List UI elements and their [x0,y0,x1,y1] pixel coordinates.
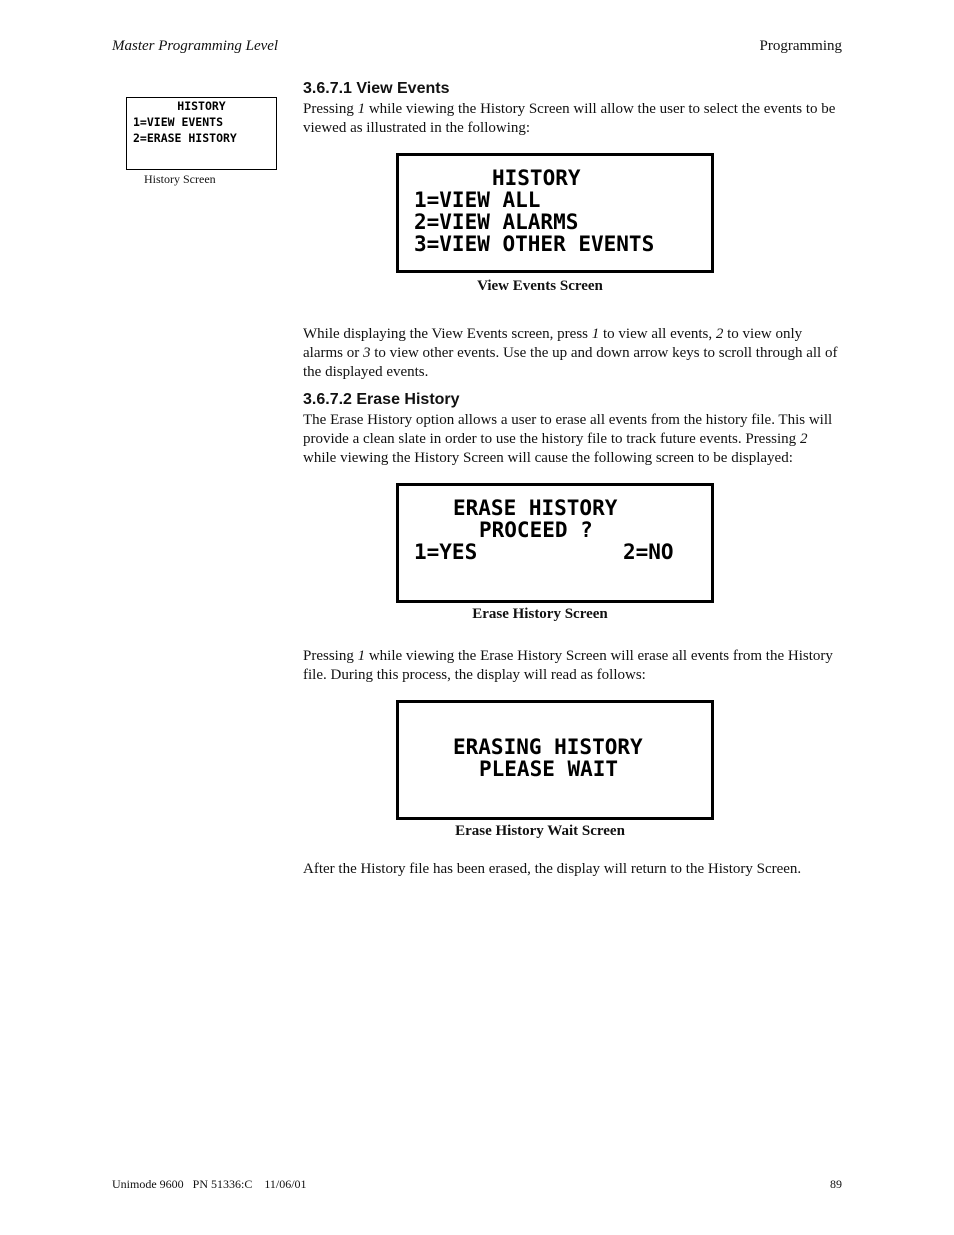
view-events-screen-caption: View Events Screen [477,278,603,294]
lcd-line: ERASING HISTORY [453,735,643,759]
paragraph: Pressing 1 while viewing the History Screen will allow the user to select the events to be viewed as illustrated in the following: [303,101,836,136]
erase-history-screen-figure [396,483,714,603]
history-screen-caption: History Screen [144,172,216,186]
footer-document-id: Unimode 9600 PN 51336:C 11/06/01 [112,1177,307,1191]
running-header-right: Programming [759,38,842,54]
erase-history-wait-screen-figure [396,700,714,820]
lcd-line: ERASE HISTORY [453,496,618,520]
lcd-line: 3=VIEW OTHER EVENTS [414,232,655,256]
paragraph: The Erase History option allows a user to erase all events from the history file. This will provide a clean slate in order to use the history file to track future events. Pressing 2 while viewing the History Screen will cause the following screen to be displayed: [303,412,833,466]
lcd-line: 1=VIEW ALL [414,188,541,212]
lcd-line: PROCEED ? [479,518,593,542]
lcd-line: HISTORY [492,166,581,190]
lcd-line: HISTORY [177,99,226,113]
section-heading-view-events: 3.6.7.1 View Events [303,80,450,97]
lcd-option-no: 2=NO [623,540,674,564]
erase-history-wait-screen-caption: Erase History Wait Screen [455,823,625,839]
history-screen-figure [126,97,277,170]
lcd-line: PLEASE WAIT [479,757,619,781]
erase-history-screen-caption: Erase History Screen [472,606,608,622]
page-number: 89 [830,1177,842,1191]
lcd-line: 2=ERASE HISTORY [133,131,237,145]
paragraph: After the History file has been erased, the display will return to the History Screen. [303,861,802,877]
paragraph: Pressing 1 while viewing the Erase History Screen will erase all events from the History file. During this process, the display will read as follows: [303,648,833,683]
lcd-line: 2=VIEW ALARMS [414,210,579,234]
view-events-screen-figure [396,153,714,273]
lcd-line: 1=VIEW EVENTS [133,115,224,129]
paragraph: While displaying the View Events screen, press 1 to view all events, 2 to view only alarms or 3 to view other events. Use the up and down arrow keys to scroll through all of the displayed events. [303,326,838,380]
lcd-option-yes: 1=YES [414,540,478,564]
section-heading-erase-history: 3.6.7.2 Erase History [303,391,460,408]
running-header-left: Master Programming Level [112,38,279,54]
